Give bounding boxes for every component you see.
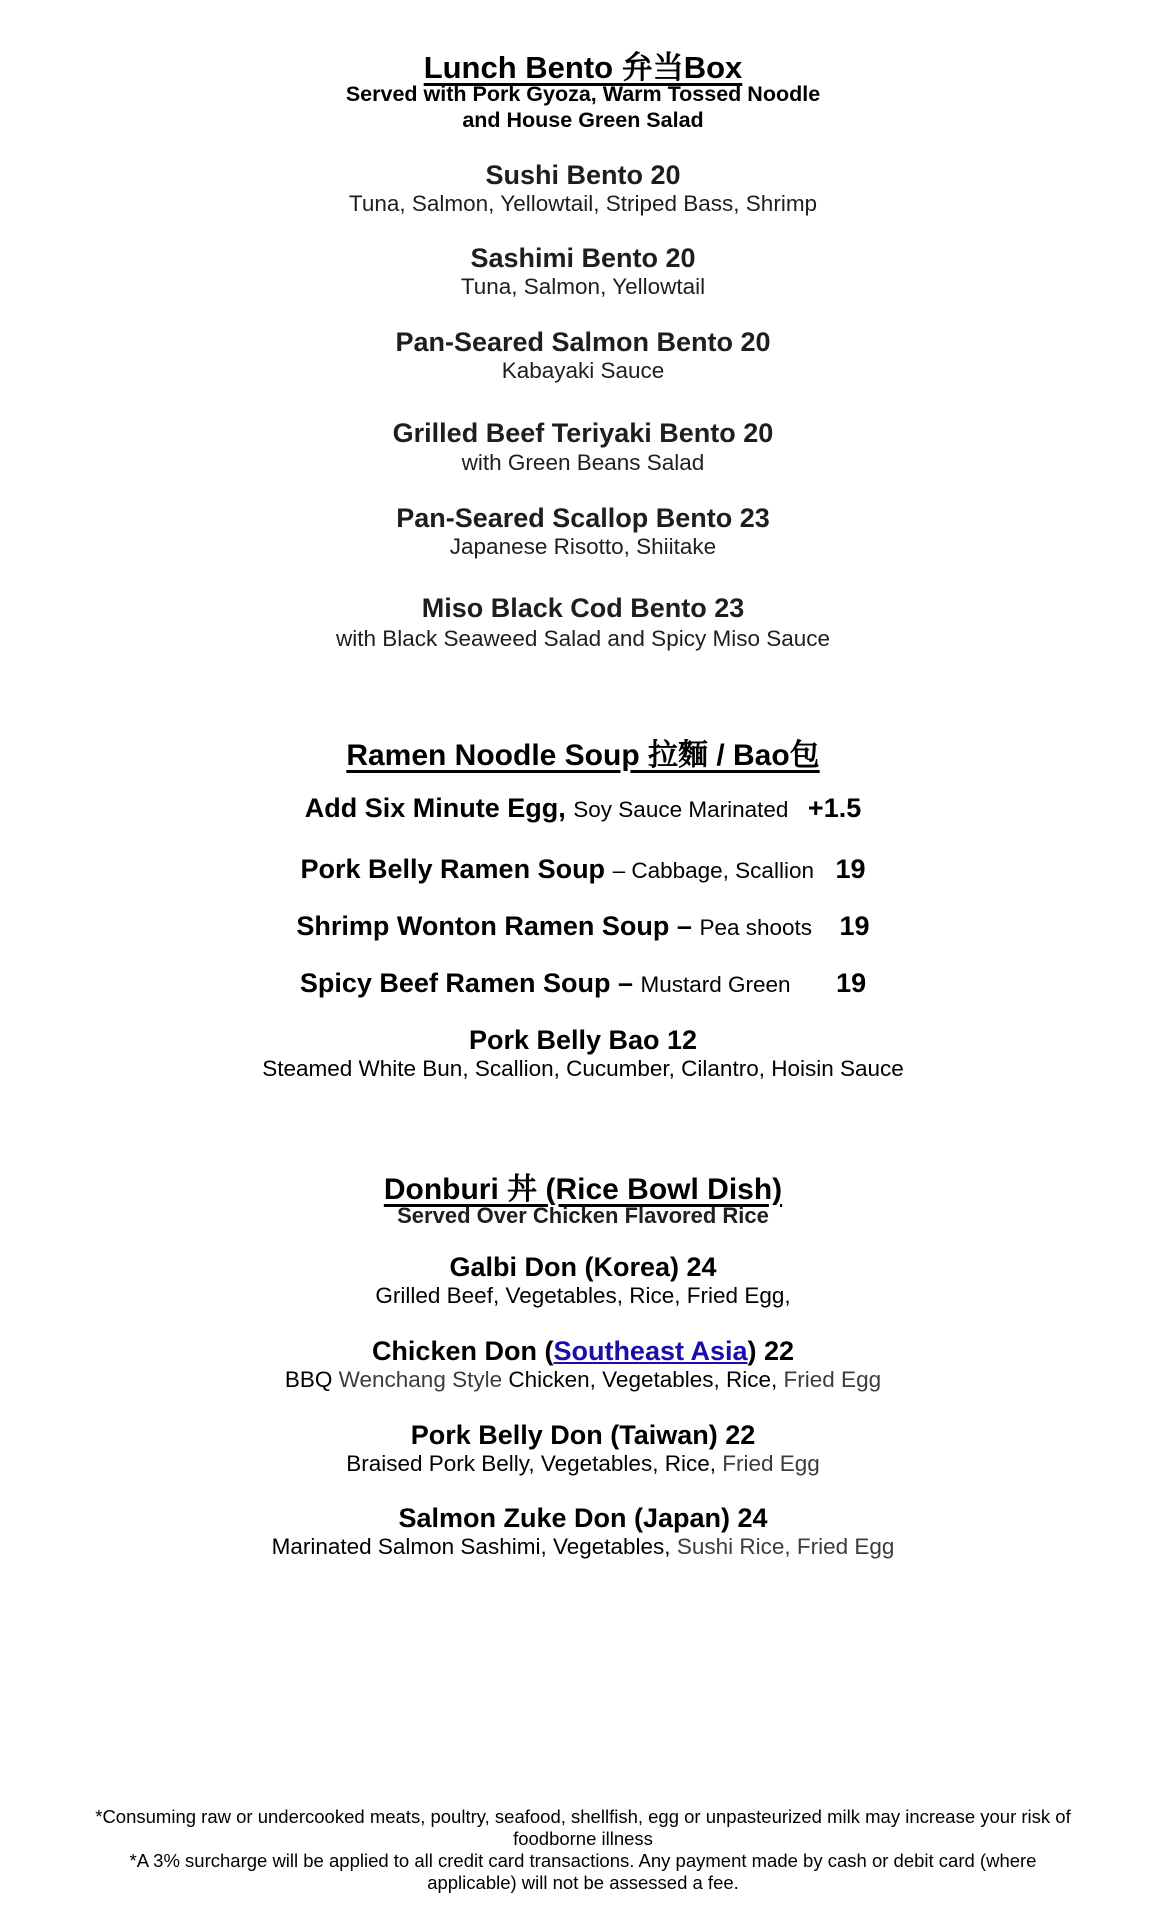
bento-item-name: Pan-Seared Salmon Bento 20	[395, 327, 771, 357]
ramen-row	[0, 911, 1166, 942]
desc-part: Sushi Rice, Fried Egg	[676, 1534, 895, 1559]
ramen-item-name: Shrimp Wonton Ramen Soup –	[296, 911, 692, 941]
donburi-item-desc	[0, 1367, 1166, 1393]
ramen-row	[0, 854, 1166, 885]
bento-title: Lunch Bento 弁当Box	[423, 50, 743, 85]
bento-item-name: Grilled Beef Teriyaki Bento 20	[392, 418, 774, 448]
ramen-row	[0, 793, 1166, 824]
desc-part: Braised Pork Belly, Vegetables, Rice,	[346, 1451, 716, 1476]
ramen-item-name: Add Six Minute Egg,	[304, 793, 566, 823]
footer-note-line: *A 3% surcharge will be applied to all credit card transactions. Any payment made by cash or debit card (where	[129, 1850, 1037, 1871]
donburi-item-name: Pork Belly Don (Taiwan) 22	[410, 1420, 756, 1450]
bento-item-desc: with Green Beans Salad	[461, 450, 705, 475]
bao-item-name: Pork Belly Bao 12	[468, 1025, 698, 1055]
bento-item-desc: with Black Seaweed Salad and Spicy Miso Sauce	[335, 626, 831, 651]
ramen-item-price: +1.5	[807, 793, 862, 823]
ramen-item-name: Spicy Beef Ramen Soup –	[299, 968, 633, 998]
ramen-title: Ramen Noodle Soup 拉麵 / Bao包	[346, 739, 820, 772]
ramen-item-name: Pork Belly Ramen Soup	[300, 854, 606, 884]
desc-part: BBQ	[284, 1367, 333, 1392]
ramen-item-desc: Soy Sauce Marinated	[573, 797, 789, 822]
bento-item-desc: Japanese Risotto, Shiitake	[449, 534, 717, 559]
donburi-name-part: Chicken Don (	[371, 1336, 554, 1366]
desc-part: Wenchang Style	[338, 1367, 503, 1392]
donburi-item-desc: Grilled Beef, Vegetables, Rice, Fried Egg,	[375, 1283, 791, 1308]
bento-item-name: Sashimi Bento 20	[470, 243, 696, 273]
bao-item-desc: Steamed White Bun, Scallion, Cucumber, Cilantro, Hoisin Sauce	[262, 1056, 904, 1081]
ramen-item-price: 19	[835, 854, 866, 884]
ramen-item-price: 19	[839, 911, 870, 941]
donburi-name-part: ) 22	[747, 1336, 795, 1366]
donburi-item-desc	[0, 1451, 1166, 1477]
ramen-item-desc: Pea shoots	[699, 915, 813, 940]
desc-part: Chicken, Vegetables, Rice,	[508, 1367, 778, 1392]
donburi-item-name: Galbi Don (Korea) 24	[449, 1252, 717, 1282]
southeast-asia-link[interactable]: Southeast Asia	[553, 1336, 748, 1366]
bento-item-desc: Tuna, Salmon, Yellowtail	[460, 274, 706, 299]
donburi-item-name: Salmon Zuke Don (Japan) 24	[398, 1503, 768, 1533]
footer-note-line: *Consuming raw or undercooked meats, poultry, seafood, shellfish, egg or unpasteurized milk may increase your risk of	[95, 1806, 1071, 1827]
footer-note-line: foodborne illness	[513, 1828, 653, 1849]
bento-item-name: Sushi Bento 20	[485, 160, 681, 190]
desc-part: Fried Egg	[783, 1367, 882, 1392]
bento-item-desc: Tuna, Salmon, Yellowtail, Striped Bass, Shrimp	[348, 191, 818, 216]
ramen-item-desc: – Cabbage, Scallion	[612, 858, 814, 883]
desc-part: Fried Egg	[722, 1451, 820, 1476]
desc-part: Marinated Salmon Sashimi, Vegetables,	[271, 1534, 671, 1559]
footer-note-line: applicable) will not be assessed a fee.	[427, 1872, 739, 1893]
donburi-title: Donburi 丼 (Rice Bowl Dish)	[383, 1173, 783, 1206]
ramen-row	[0, 968, 1166, 999]
donburi-subtitle: Served Over Chicken Flavored Rice	[397, 1203, 769, 1228]
bento-item-name: Miso Black Cod Bento 23	[421, 593, 745, 623]
donburi-item-desc	[0, 1534, 1166, 1560]
bento-subtitle-line2: and House Green Salad	[462, 108, 704, 132]
bento-item-name: Pan-Seared Scallop Bento 23	[396, 503, 770, 533]
ramen-item-price: 19	[836, 968, 867, 998]
donburi-item-name	[0, 1336, 1166, 1367]
bento-subtitle-line1: Served with Pork Gyoza, Warm Tossed Noodle	[345, 82, 821, 106]
ramen-item-desc: Mustard Green	[640, 972, 791, 997]
bento-item-desc: Kabayaki Sauce	[501, 358, 665, 383]
